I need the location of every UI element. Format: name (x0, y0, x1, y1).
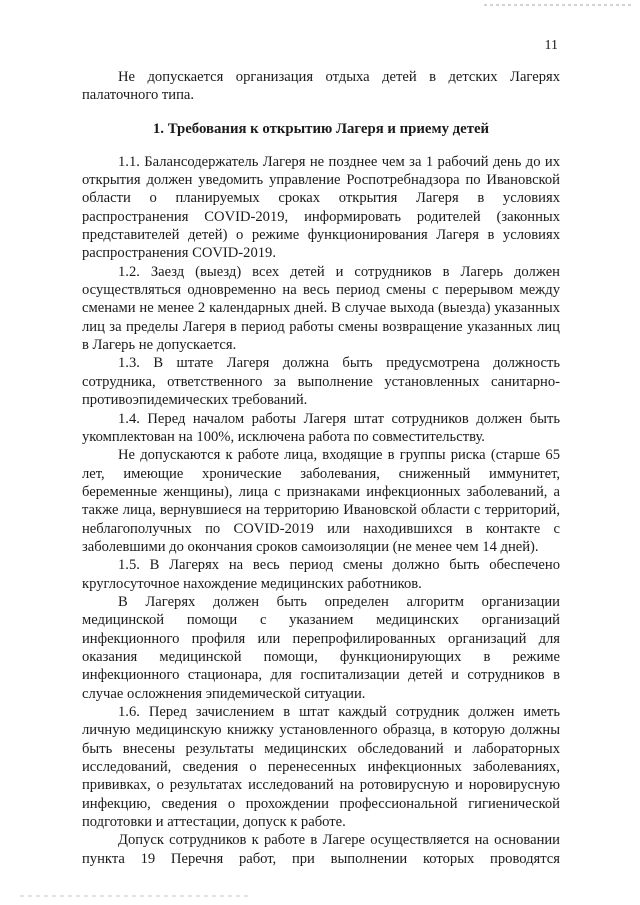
document-body (82, 68, 560, 868)
paragraph-1-6: 1.6. Перед зачислением в штат каждый сотрудник должен иметь личную медицинскую книжку установленного образца, в которую должны быть внесены результаты медицинских обследований и лабораторных исследований, сведения о перенесенных инфекционных заболеваниях, прививках, о результатах исследований на ротовирусную и норовирусную инфекцию, сведения о прохождении профессиональной гигиенической подготовки и аттестации, допуск к работе. (82, 704, 560, 831)
paragraph-risk-groups: Не допускаются к работе лица, входящие в группы риска (старше 65 лет, имеющие хронические заболевания, сниженный иммунитет, беременные женщины), лица с признаками инфекционных заболеваний, а также лица, вернувшиеся на территорию Ивановской области с территорий, неблагополучных по COVID-2019 или находившихся в контакте с заболевшими до окончания сроков самоизоляции (не менее чем 14 дней). (82, 447, 560, 555)
paragraph-1-3: 1.3. В штате Лагеря должна быть предусмотрена должность сотрудника, ответственного за выполнение установленных санитарно-противоэпидемических требований. (82, 355, 560, 409)
paragraph-1-4: 1.4. Перед началом работы Лагеря штат сотрудников должен быть укомплектован на 100%, исключена работа по совместительству. (82, 410, 560, 445)
page-number: 11 (544, 38, 558, 53)
paragraph-medical-algorithm: В Лагерях должен быть определен алгоритм организации медицинской помощи с указанием медицинских организаций инфекционного профиля или перепрофилированных организаций для оказания медицинской помощи, функционирующих в режиме инфекционного стационара, для госпитализации детей и сотрудников в случае осложнения эпидемической ситуации. (82, 593, 560, 702)
paragraph-admission: Допуск сотрудников к работе в Лагере осуществляется на основании пункта 19 Перечня работ, при выполнении которых проводятся (82, 832, 560, 867)
intro-paragraph: Не допускается организация отдыха детей в детских Лагерях палаточного типа. (82, 69, 560, 104)
paragraph-1-2: 1.2. Заезд (выезд) всех детей и сотрудников в Лагерь должен осуществляться одновременно на весь период смены с перерывом между сменами не менее 2 календарных дней. В случае выхода (выезда) указанных лиц за пределы Лагеря в период работы смены возвращение указанных лиц в Лагерь не допускается. (82, 263, 560, 354)
scan-artifact-bottom (20, 895, 250, 897)
paragraph-1-1: 1.1. Балансодержатель Лагеря не позднее чем за 1 рабочий день до их открытия должен уведомить управление Роспотребнадзора по Ивановской области о планируемых сроках открытия Лагеря в условиях распространения COVID-2019, информировать родителей (законных представителей детей) о режиме функционирования Лагеря в условиях распространения COVID-2019. (82, 153, 560, 262)
section-title: 1. Требования к открытию Лагеря и приему детей (152, 120, 490, 137)
scan-artifact-top (484, 4, 634, 6)
paragraph-1-5: 1.5. В Лагерях на весь период смены должно быть обеспечено круглосуточное нахождение медицинских работников. (82, 557, 560, 592)
